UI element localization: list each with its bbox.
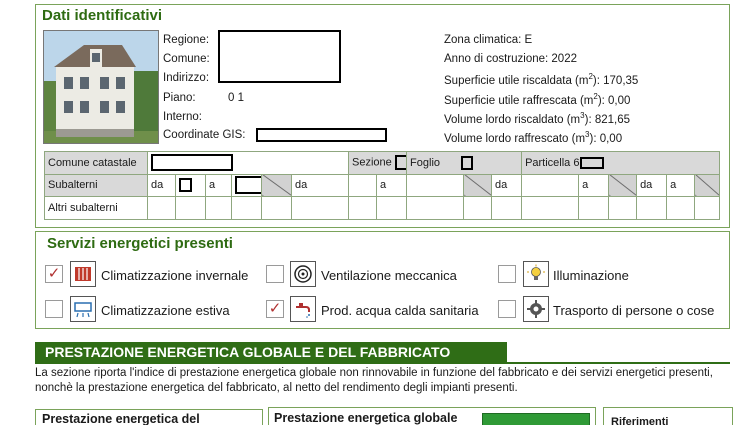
checkbox-ventilazione-meccanica[interactable] [266,265,284,283]
redacted-foglio [461,156,473,170]
sub-a-4: a [667,174,695,197]
redacted-particella [580,157,604,169]
sub-da-1: da [148,174,176,197]
zona-climatica: Zona climatica: E [444,34,533,46]
checkbox-acqua-calda-sanitaria[interactable]: ✓ [266,300,284,318]
piano-value: 0 1 [228,92,244,104]
redacted-address-block [218,30,341,83]
sub-separator-2 [464,174,492,197]
anno-costruzione: Anno di costruzione: 2022 [444,53,577,65]
identification-title: Dati identificativi [42,7,163,24]
sub-separator-3 [609,174,637,197]
redacted-sezione [395,155,407,170]
volume-raffrescato: Volume lordo raffrescato $(m^3)$: 0,00 [444,130,623,145]
sub-a-3: a [579,174,609,197]
checkbox-climatizzazione-invernale[interactable]: ✓ [45,265,63,283]
checkbox-climatizzazione-estiva[interactable] [45,300,63,318]
sub-a-1-value [232,174,262,197]
services-title: Servizi energetici presenti [47,235,233,252]
performance-description: La sezione riporta l'indice di prestazione energetica globale non rinnovabile in funzione del fabbricato e dei servizi energetici presenti, nonchè la prestazione energetica del fabbricato, al netto del rendimento degli impianti presenti. [35,367,713,394]
checkbox-trasporto[interactable] [498,300,516,318]
box-riferimenti-title: Riferimenti [611,416,669,425]
catasto-table [44,151,720,220]
sub-separator-4 [695,174,720,197]
fan-icon [290,261,316,287]
service-label-estiva: Climatizzazione estiva [101,303,230,318]
subalterni-label: Subalterni [45,174,148,197]
energy-class-bar [482,413,590,425]
sub-a-2-value [407,174,464,197]
label-regione: Regione: [163,34,210,46]
service-label-trasporto: Trasporto di persone o cose [553,303,715,318]
comune-catastale-value [148,152,349,175]
catasto-row-subalterni [45,174,720,197]
sub-a-1: a [206,174,232,197]
service-label-invernale: Climatizzazione invernale [101,268,249,283]
performance-banner: PRESTAZIONE ENERGETICA GLOBALE E DEL FABBRICATO [35,342,507,363]
faucet-icon [290,296,316,322]
sub-a-2: a [377,174,407,197]
altri-subalterni-label: Altri subalterni [45,197,148,220]
catasto-row-altri [45,197,720,220]
comune-catastale-label: Comune catastale [45,152,148,175]
superficie-riscaldata: Superficie utile riscaldata $(m^2)$: 170,35 [444,72,639,87]
service-label-ventilazione: Ventilazione meccanica [321,268,457,283]
sub-da-2-value [349,174,377,197]
air-conditioner-icon [70,296,96,322]
catasto-row-comune [45,152,720,175]
checkbox-illuminazione[interactable] [498,265,516,283]
redacted-sub-a [235,176,262,194]
label-interno: Interno: [163,111,202,123]
superficie-raffrescata: Superficie utile raffrescata $(m^2)$: 0,00 [444,92,631,107]
sub-da-3-value [522,174,579,197]
label-comune: Comune: [163,53,210,65]
particella-label: Particella 6 [522,152,720,175]
sub-da-1-value [176,174,206,197]
box-prestazione-globale-title: Prestazione energetica globale [274,411,458,425]
label-coordinate-gis: Coordinate GIS: [163,129,246,141]
banner-divider [35,362,730,364]
radiator-icon [70,261,96,287]
service-label-acqua-calda: Prod. acqua calda sanitaria [321,303,479,318]
sezione-label: Sezione [349,152,407,175]
sub-da-2: da [292,174,349,197]
service-label-illuminazione: Illuminazione [553,268,629,283]
foglio-label: Foglio [407,152,522,175]
building-photo-icon [44,31,159,144]
redacted-sub-da [179,178,192,192]
redacted-coordinates [256,128,387,142]
redacted-comune-catastale [151,154,233,171]
sub-da-3: da [492,174,522,197]
label-piano: Piano: [163,92,196,104]
gear-icon [523,296,549,322]
sub-da-4: da [637,174,667,197]
sub-separator-1 [262,174,292,197]
building-photo [43,30,159,144]
volume-riscaldato: Volume lordo riscaldato $(m^3)$: 821,65 [444,111,631,126]
lightbulb-icon [523,261,549,287]
box-prestazione-fabbricato-title: Prestazione energetica del [42,412,200,425]
label-indirizzo: Indirizzo: [163,72,210,84]
